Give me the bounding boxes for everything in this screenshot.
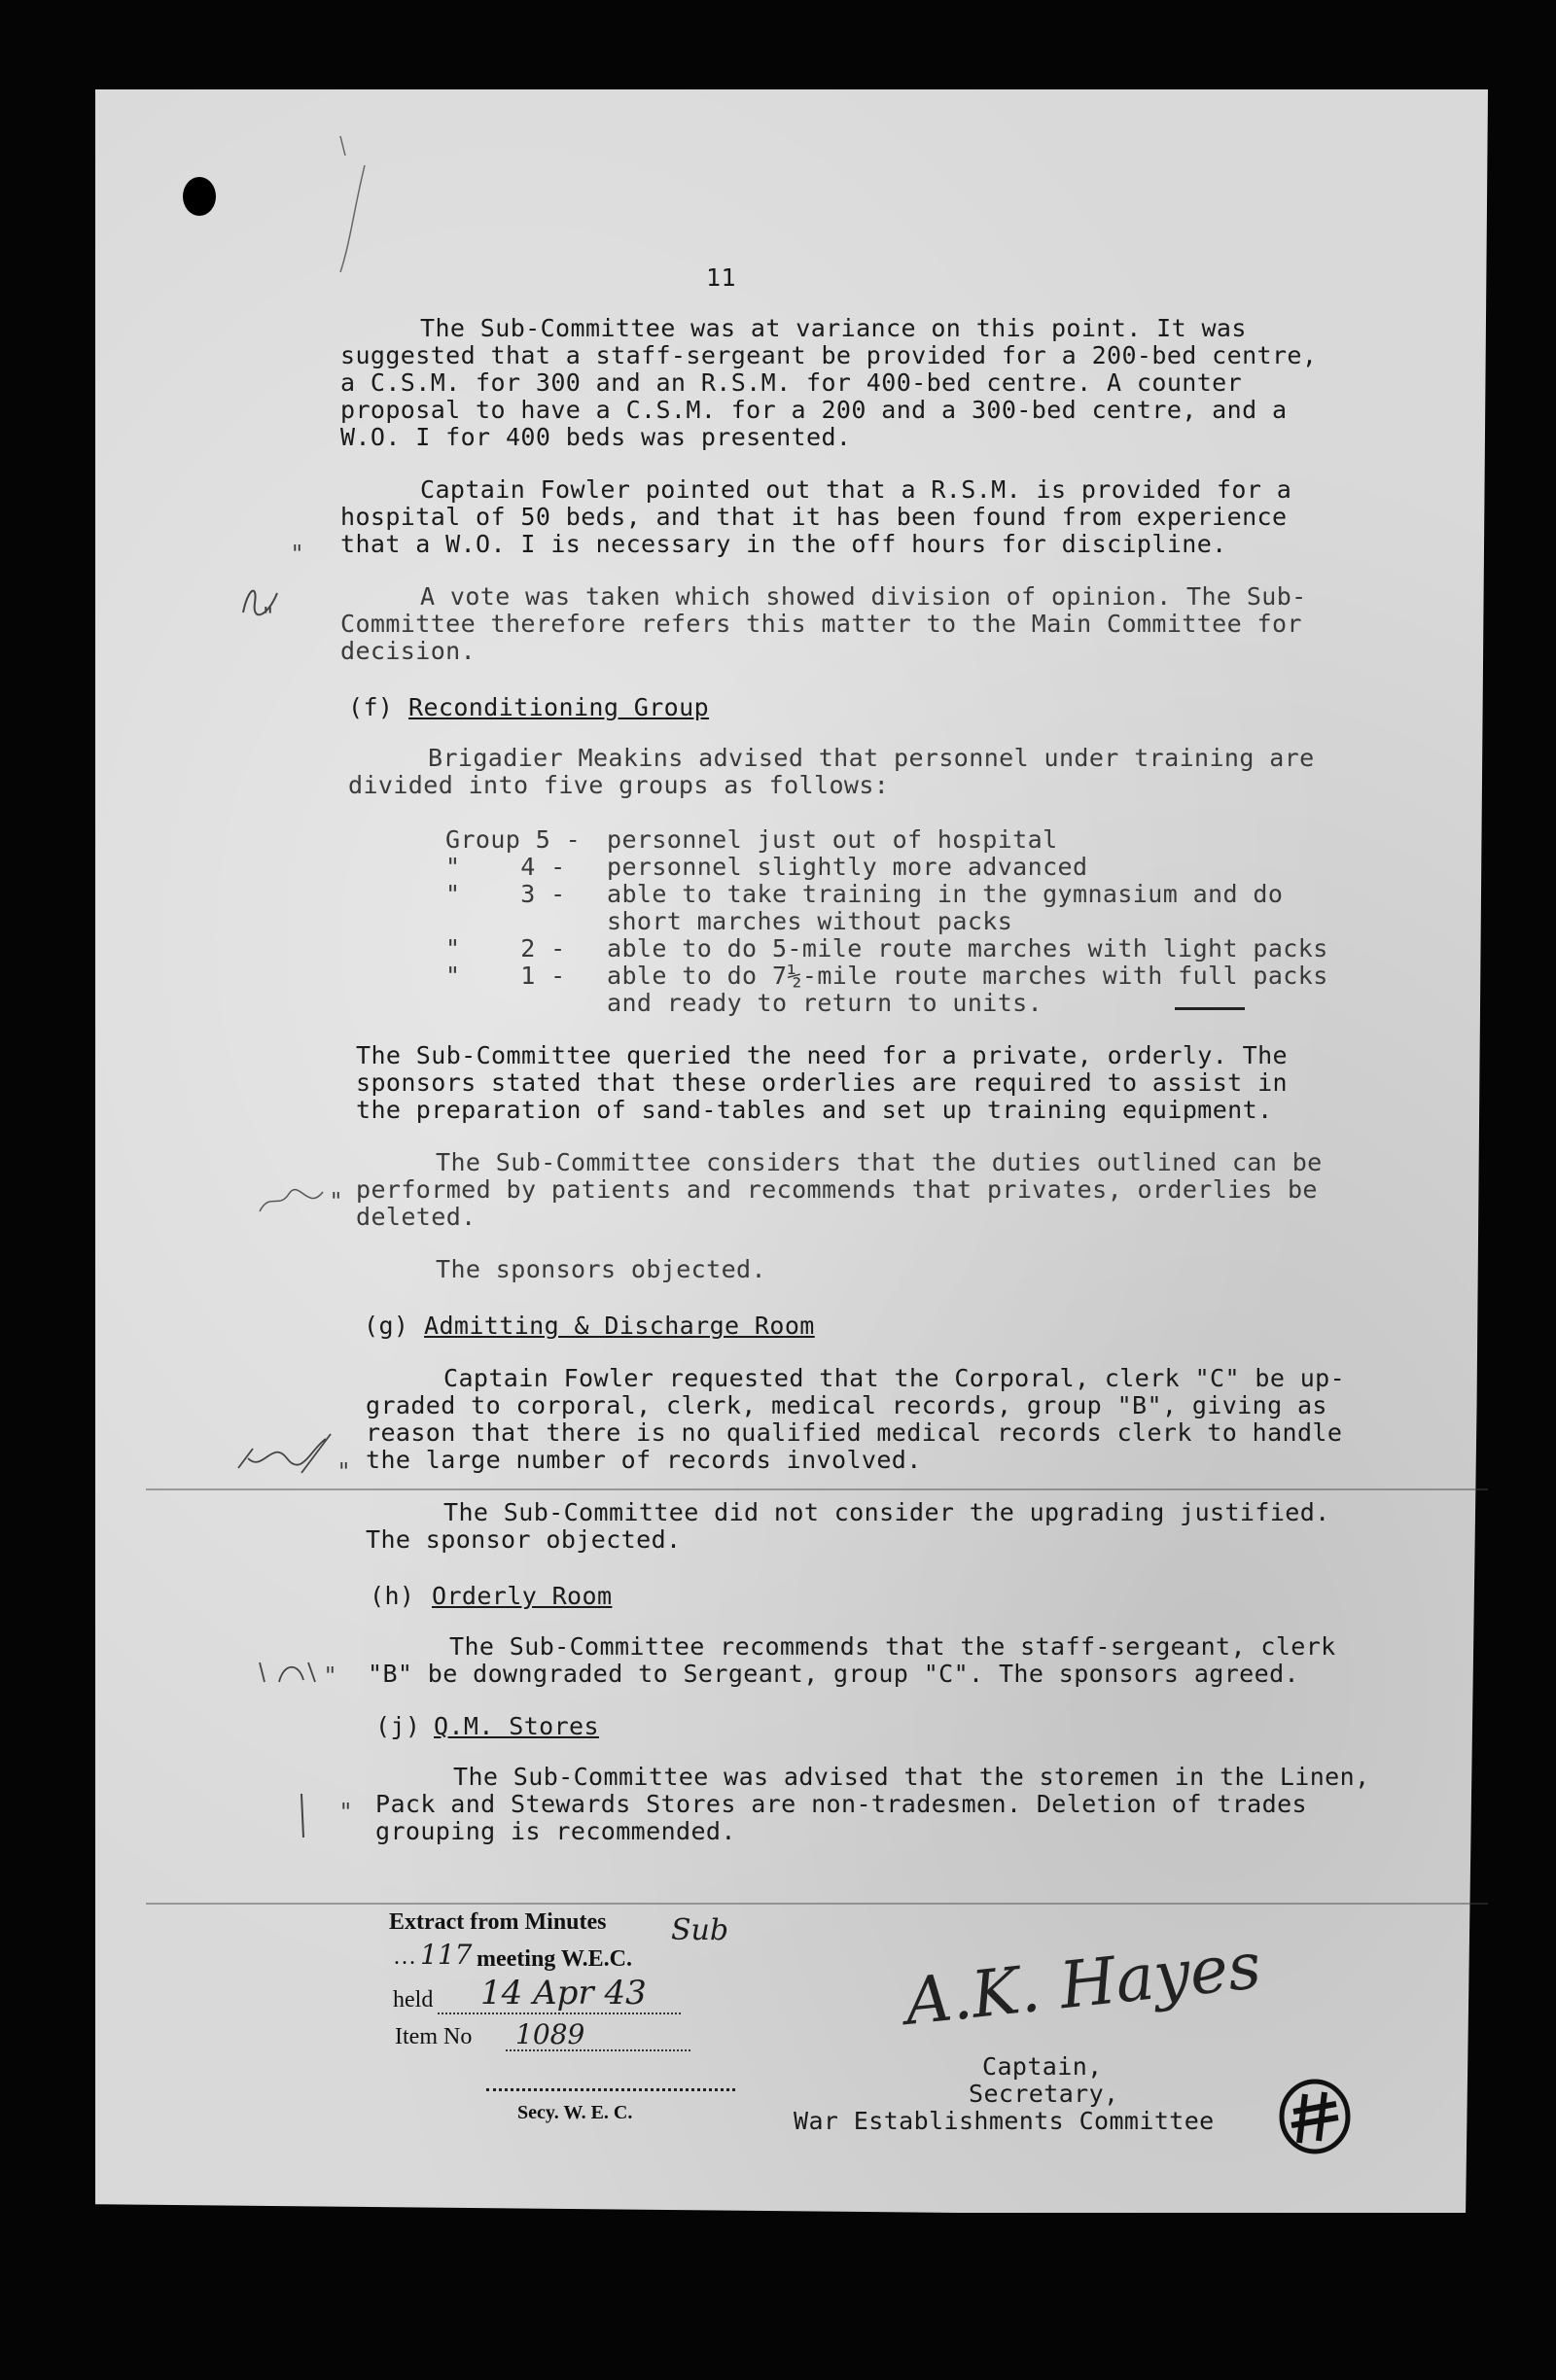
signature-line: Secretary, <box>969 2080 1119 2108</box>
group-text: able to do 7½-mile route marches with full packs <box>607 962 1328 990</box>
section-letter: (f) <box>348 693 394 721</box>
text-line: "B" be downgraded to Sergeant, group "C". The sponsors agreed. <box>368 1660 1299 1688</box>
stamp-held-date: 14 Apr 43 <box>480 1974 647 2012</box>
text-line: suggested that a staff-sergeant be provided for a 200-bed centre, <box>340 341 1318 369</box>
section-letter: (j) <box>375 1712 421 1740</box>
text-line: A vote was taken which showed division of opinion. The Sub- <box>420 582 1307 611</box>
stamp-item-number: 1089 <box>515 2018 585 2050</box>
margin-mark: " <box>325 1662 336 1690</box>
text-line: sponsors stated that these orderlies are required to assist in <box>356 1068 1288 1097</box>
section-heading: Admitting & Discharge Room <box>424 1312 815 1340</box>
group-label: " 1 - <box>445 962 566 990</box>
stamp-held-label: held <box>393 1987 434 2012</box>
pencil-scribble <box>255 1653 333 1692</box>
page-number: 11 <box>706 263 736 292</box>
ink-stamp-mark <box>1276 2075 1354 2158</box>
stamp-meeting-prefix: … <box>393 1944 416 1970</box>
text-line: Committee therefore refers this matter to the Main Committee for <box>340 610 1302 638</box>
stamp-meeting-extra: Sub <box>671 1913 729 1947</box>
text-line: graded to corporal, clerk, medical records, group "B", giving as <box>366 1391 1327 1419</box>
text-line: decision. <box>340 637 477 665</box>
dotted-line <box>486 2088 735 2091</box>
stamp-title: Extract from Minutes <box>389 1909 607 1935</box>
text-line: The Sub-Committee did not consider the upgrading justified. <box>443 1498 1330 1526</box>
text-line: the preparation of sand-tables and set up training equipment. <box>356 1096 1273 1124</box>
margin-mark: " <box>340 1799 352 1826</box>
text-line: proposal to have a C.S.M. for a 200 and a 300-bed centre, and a <box>340 396 1288 424</box>
margin-mark: " <box>331 1188 342 1215</box>
text-line: the large number of records involved. <box>366 1446 922 1474</box>
text-line: W.O. I for 400 beds was presented. <box>340 423 852 451</box>
pencil-scribble <box>233 574 292 632</box>
pencil-scribble <box>321 126 379 282</box>
text-line: Captain Fowler pointed out that a R.S.M. is provided for a <box>420 475 1292 504</box>
text-line: grouping is recommended. <box>375 1817 736 1845</box>
section-heading: Orderly Room <box>432 1582 613 1610</box>
group-label: " 3 - <box>445 880 566 908</box>
text-line: The Sub-Committee was at variance on this point. It was <box>420 314 1247 342</box>
margin-mark: " <box>263 603 274 630</box>
text-line: reason that there is no qualified medical records clerk to handle <box>366 1418 1343 1447</box>
signature-line: War Establishments Committee <box>794 2107 1215 2135</box>
pencil-scribble <box>255 1182 333 1221</box>
text-line: divided into five groups as follows: <box>348 771 890 799</box>
stamp-meeting-number: 117 <box>420 1939 473 1971</box>
group-text: able to do 5-mile route marches with light packs <box>607 934 1328 962</box>
text-line: performed by patients and recommends that privates, orderlies be <box>356 1175 1318 1204</box>
group-label: " 2 - <box>445 934 566 962</box>
signature-line: Captain, <box>982 2052 1103 2081</box>
dotted-line <box>506 2049 690 2051</box>
group-label: " 4 - <box>445 853 566 881</box>
stamp-item-label: Item No <box>395 2024 473 2049</box>
text-line: a C.S.M. for 300 and an R.S.M. for 400-bed centre. A counter <box>340 368 1243 397</box>
text-line: hospital of 50 beds, and that it has been found from experience <box>340 503 1288 531</box>
section-letter: (g) <box>364 1312 409 1340</box>
margin-mark: " <box>292 541 303 568</box>
punch-hole <box>183 177 216 216</box>
group-text: able to take training in the gymnasium and do <box>607 880 1284 908</box>
pencil-scribble <box>233 1429 340 1488</box>
group-text: and ready to return to units. <box>607 989 1043 1017</box>
text-line: Pack and Stewards Stores are non-tradesmen. Deletion of trades <box>375 1790 1307 1818</box>
text-line: The Sub-Committee was advised that the storemen in the Linen, <box>453 1763 1370 1791</box>
fold-line <box>146 1488 1488 1490</box>
text-line: that a W.O. I is necessary in the off hours for discipline. <box>340 530 1227 558</box>
fold-line <box>146 1903 1488 1905</box>
group-text: personnel just out of hospital <box>607 825 1058 854</box>
text-line: Brigadier Meakins advised that personnel under training are <box>428 744 1315 772</box>
text-line: The Sub-Committee queried the need for a private, orderly. The <box>356 1041 1288 1069</box>
text-line: The sponsor objected. <box>366 1525 682 1554</box>
group-text: short marches without packs <box>607 907 1013 935</box>
text-line: Captain Fowler requested that the Corporal, clerk "C" be up- <box>443 1364 1346 1392</box>
dotted-line <box>438 2012 681 2014</box>
section-heading: Reconditioning Group <box>408 693 710 721</box>
stamp-meeting-label: meeting W.E.C. <box>477 1946 633 1972</box>
text-line: The sponsors objected. <box>436 1255 766 1283</box>
section-heading: Q.M. Stores <box>434 1712 599 1740</box>
group-label: Group 5 - <box>445 825 582 854</box>
pencil-scribble <box>292 1789 321 1847</box>
text-line: The Sub-Committee considers that the duties outlined can be <box>436 1148 1323 1176</box>
signature: A.K. Hayes <box>901 1928 1265 2040</box>
margin-mark: " <box>338 1458 350 1486</box>
stamp-secy: Secy. W. E. C. <box>517 2102 633 2123</box>
text-line: deleted. <box>356 1203 477 1231</box>
section-letter: (h) <box>370 1582 415 1610</box>
pen-stroke <box>1175 1007 1245 1010</box>
text-line: The Sub-Committee recommends that the staff-sergeant, clerk <box>449 1632 1336 1661</box>
group-text: personnel slightly more advanced <box>607 853 1088 881</box>
